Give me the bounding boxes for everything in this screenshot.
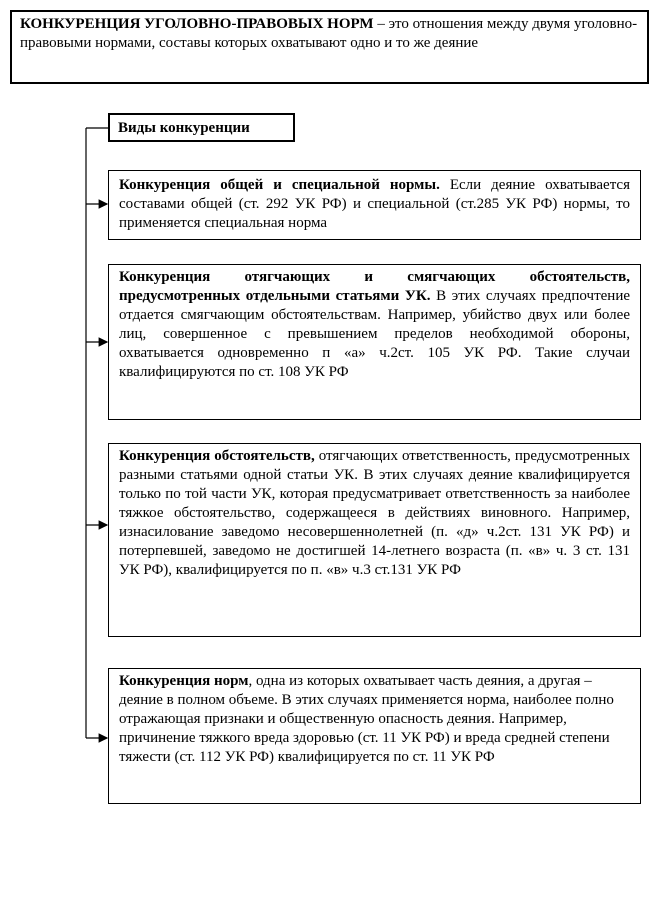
definition-term: КОНКУРЕНЦИЯ УГОЛОВНО-ПРАВОВЫХ НОРМ: [20, 16, 374, 32]
type-box-circumstances: [108, 443, 641, 637]
type-text: отягчающих ответственность, предусмотренных разными статьями одной статьи УК. В этих случаях деяние квалифицируется только по той части УК, которая предусматривает ответственность за наиболее тяжкое обстоятельство, содержащееся в действиях виновного. Например, изнасилование заведомо несовершеннолетней (п. «д» ч.2ст. 131 УК РФ) и потерпевшей, заведомо не достигшей 14-летнего возраста (п. «в» ч. 3 ст. 131 УК РФ), квалифицируется по п. «в» ч.3 ст.131 УК РФ: [119, 448, 630, 578]
definition-text: – это отношения между двумя уголовно-правовыми нормами, составы которых охватывают одно и то же деяние: [20, 16, 638, 51]
type-box-part-whole: [108, 668, 641, 804]
type-box-general-special: [108, 170, 641, 240]
type-box-aggravating-mitigating: [108, 264, 641, 420]
type-title: Конкуренция обстоятельств,: [119, 448, 315, 464]
type-title: Конкуренция общей и специальной нормы.: [119, 177, 440, 193]
type-text: Если деяние охватывается составами общей (ст. 292 УК РФ) и специальной (ст.285 УК РФ) нормы, то применяется специальная норма: [119, 177, 630, 231]
type-title: Конкуренция норм: [119, 673, 249, 689]
type-text: В этих случаях предпочтение отдается смягчающим обстоятельствам. Например, убийство двух или более лиц, совершенное с превышением пределов необходимой обороны, охватывается одновременно п «а» ч.2ст. 105 УК РФ. Такие случаи квалифицируются по ст. 108 УК РФ: [119, 288, 631, 380]
types-label-box: [108, 113, 295, 142]
types-label: Виды конкуренции: [118, 120, 250, 136]
type-text: , одна из которых охватывает часть деяния, а другая – деяние в полном объеме. В этих случаях применяется норма, наиболее полно отражающая признаки и общественную опасность деяния. Например, причинение тяжкого вреда здоровью (ст. 11 УК РФ) и вреда средней степени тяжести (ст. 112 УК РФ) квалифицируется по ст. 11 УК РФ: [119, 673, 614, 765]
type-title: Конкуренция отягчающих и смягчающих обстоятельств, предусмотренных отдельными статьями УК.: [119, 269, 630, 304]
definition-box: [10, 10, 649, 84]
